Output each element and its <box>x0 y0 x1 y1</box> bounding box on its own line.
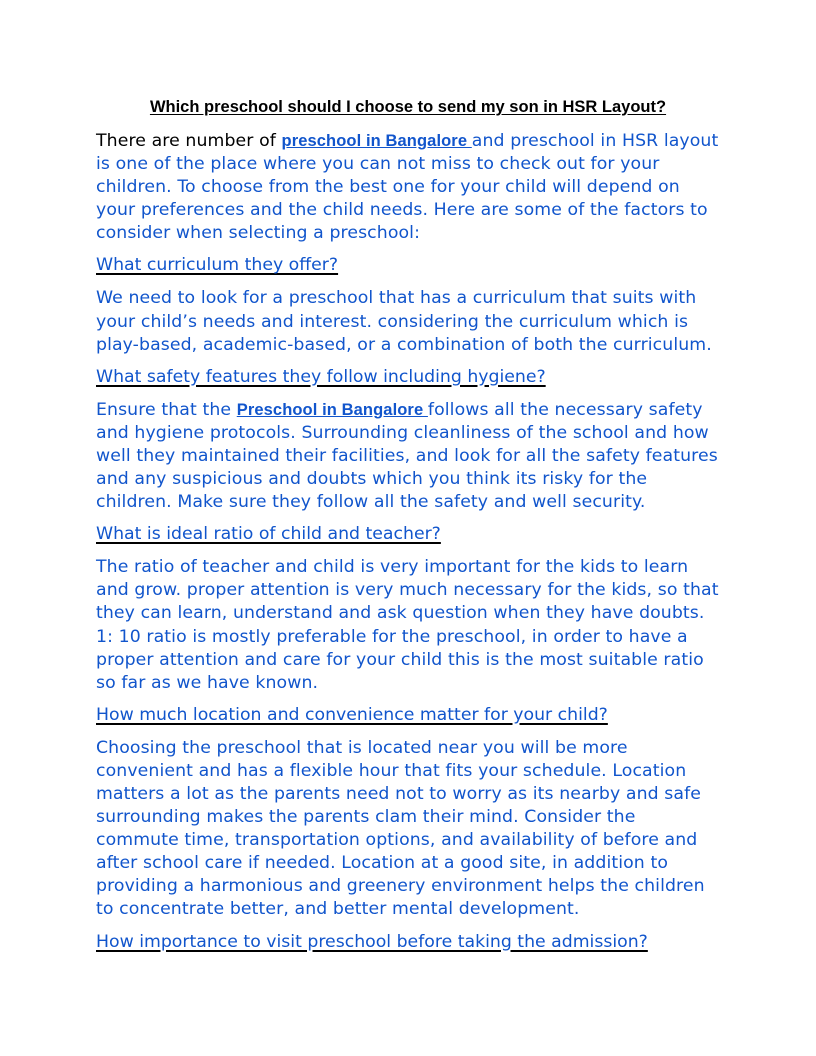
section-body-safety <box>96 399 720 514</box>
document-page <box>96 96 720 964</box>
section-heading-visit: How importance to visit preschool before taking the admission? <box>96 931 648 952</box>
intro-paragraph <box>96 130 720 245</box>
document-title: Which preschool should I choose to send my son in HSR Layout? <box>149 98 667 116</box>
section-heading-location: How much location and convenience matter for your child? <box>96 704 608 725</box>
safety-text: follows all the necessary safety and hygiene protocols. Surrounding cleanliness of the school and how well they maintained their facilities, and look for all the safety features and any suspicious and doubts which you think its risky for the children. Make sure they follow all the safety and well security. <box>96 399 718 513</box>
section-heading-curriculum: What curriculum they offer? <box>96 255 339 276</box>
preschool-link[interactable]: preschool in Bangalore <box>281 132 472 150</box>
intro-prefix: There are number of <box>96 131 282 151</box>
section-body-curriculum: We need to look for a preschool that has a curriculum that suits with your child’s needs and interest. considering the curriculum which is play-based, academic-based, or a combination of both the curriculum. <box>96 288 712 355</box>
preschool-link[interactable]: Preschool in Bangalore <box>236 400 428 419</box>
safety-prefix: Ensure that the <box>96 399 237 420</box>
section-heading-ratio: What is ideal ratio of child and teacher? <box>96 524 441 545</box>
section-body-location: Choosing the preschool that is located near you will be more convenient and has a flexible hour that fits your schedule. Location matters a lot as the parents need not to worry as its nearby and safe surrounding makes the parents clam their mind. Consider the commute time, transportation options, and availability of before and after school care if needed. Location at a good site, in addition to providing a harmonious and greenery environment helps the children to concentrate better, and better mental development. <box>96 737 705 920</box>
section-body-ratio: The ratio of teacher and child is very important for the kids to learn and grow. proper attention is very much necessary for the kids, so that they can learn, understand and ask question when they have doubts. 1: 10 ratio is mostly preferable for the preschool, in order to have a proper attention and care for your child this is the most suitable ratio so far as we have known. <box>96 557 719 693</box>
section-heading-safety: What safety features they follow including hygiene? <box>96 366 546 387</box>
intro-text: and preschool in HSR layout is one of the place where you can not miss to check out for your children. To choose from the best one for your child will depend on your preferences and the child needs. Here are some of the factors to consider when selecting a preschool: <box>96 131 719 244</box>
